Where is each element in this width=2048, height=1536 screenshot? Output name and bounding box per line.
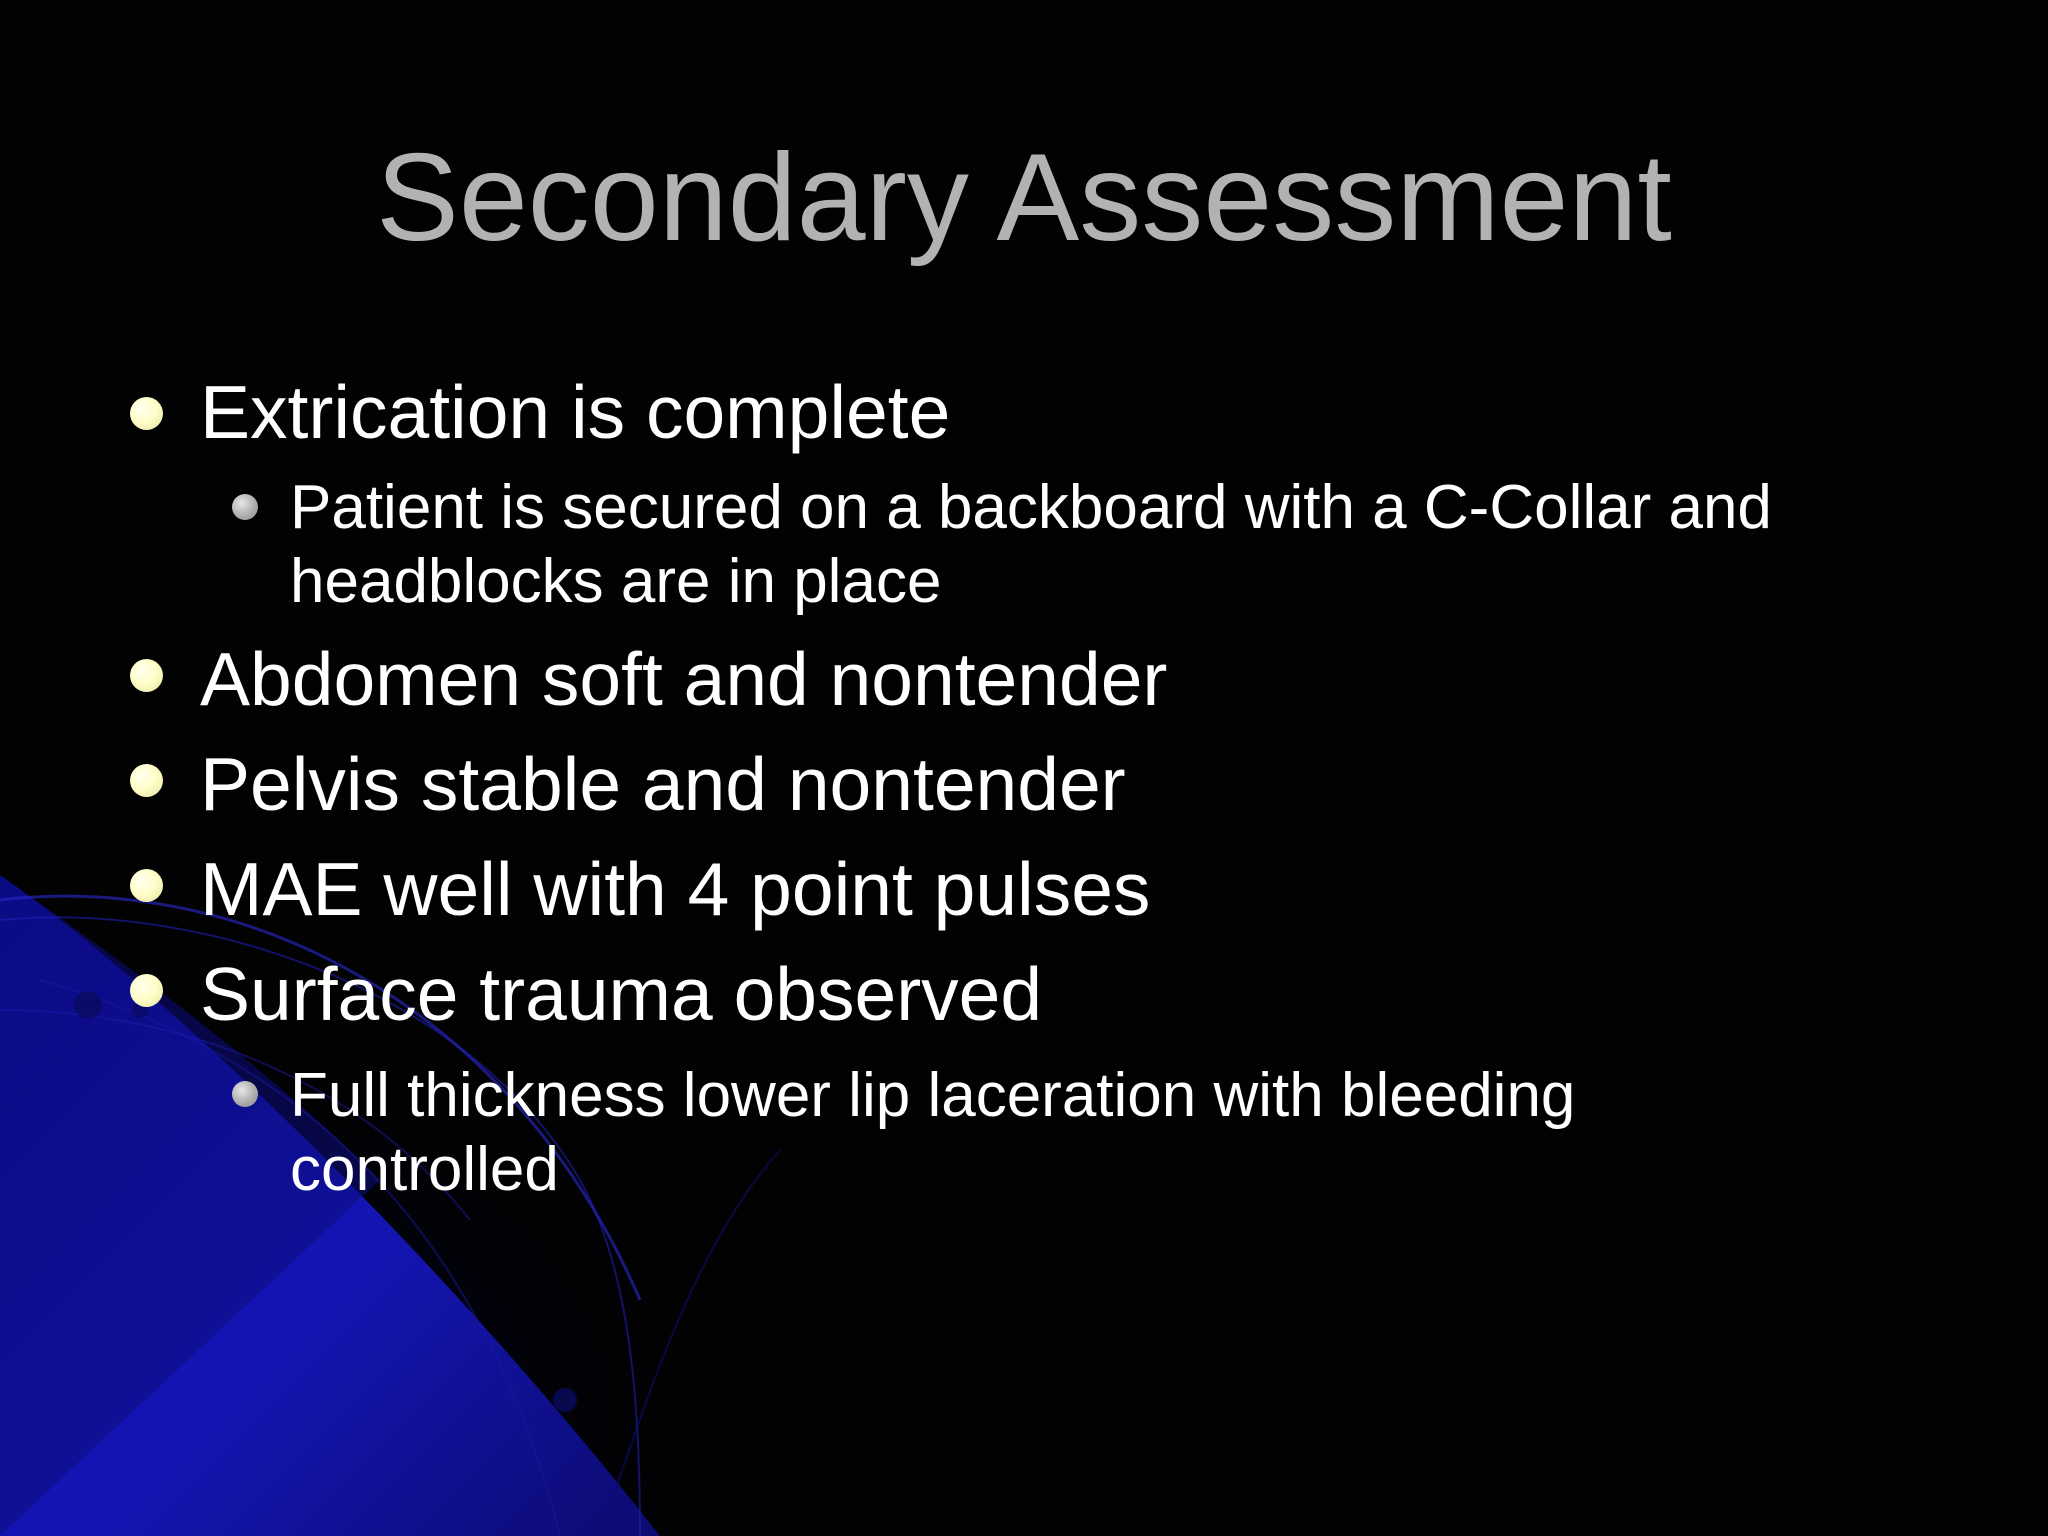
bullet-dot-icon xyxy=(130,869,163,902)
slide-title: Secondary Assessment xyxy=(376,129,1672,267)
sub-bullet-text-line: headblocks are in place xyxy=(290,547,942,616)
bullet-text: Pelvis stable and nontender xyxy=(200,742,1126,826)
sub-bullet-text-line: controlled xyxy=(290,1135,559,1204)
sub-bullet-text-line: Patient is secured on a backboard with a C-Collar and xyxy=(290,473,1772,542)
sub-bullet-dot-icon xyxy=(232,494,258,520)
sub-bullet-dot-icon xyxy=(232,1081,258,1107)
bullet-dot-icon xyxy=(130,974,163,1007)
bullet-dot-icon xyxy=(130,659,163,692)
bullet-text: MAE well with 4 point pulses xyxy=(200,847,1151,931)
bullet-dot-icon xyxy=(130,764,163,797)
bullet-dot-icon xyxy=(130,397,163,430)
bullet-text: Surface trauma observed xyxy=(200,952,1043,1036)
sub-bullet-text-line: Full thickness lower lip laceration with bleeding xyxy=(290,1061,1576,1130)
bullet-text: Abdomen soft and nontender xyxy=(200,637,1168,721)
bullet-text: Extrication is complete xyxy=(200,370,951,454)
